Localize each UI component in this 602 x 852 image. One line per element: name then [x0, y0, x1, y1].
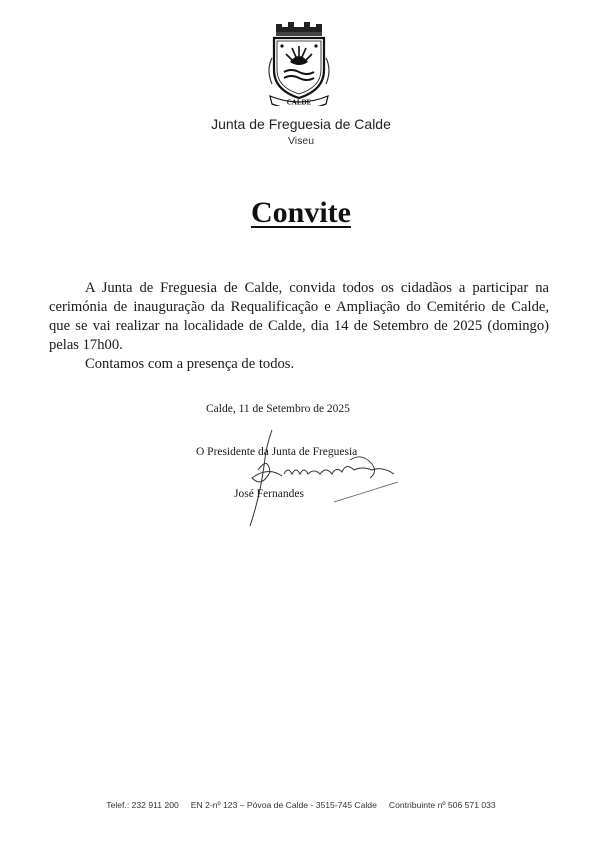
letter-body: [49, 279, 549, 374]
footer-address: EN 2-nº 123 – Póvoa de Calde - 3515-745 Calde: [190, 800, 377, 810]
handwritten-signature: [222, 426, 402, 532]
place-and-date: Calde, 11 de Setembro de 2025: [206, 403, 350, 415]
footer-tax-id: Contribuinte nº 506 571 033: [388, 800, 496, 810]
page-footer: [0, 800, 602, 810]
signer-role: O Presidente da Junta de Freguesia: [196, 446, 358, 458]
signer-name: José Fernandes: [234, 488, 304, 500]
footer-phone: Telef.: 232 911 200: [106, 800, 179, 810]
organization-name: Junta de Freguesia de Calde: [211, 116, 391, 132]
coat-of-arms-icon: [258, 18, 340, 106]
organization-city: Viseu: [287, 135, 315, 147]
body-paragraph-1: A Junta de Freguesia de Calde, convida todos os cidadãos a participar na cerimónia de inauguração da Requalificação e Ampliação do Cemitério de Calde, que se vai realizar na localidade de Calde, dia 14 de Setembro de 2025 (domingo) pelas 17h00.: [49, 280, 549, 353]
crest-motto: CALDE: [286, 98, 312, 106]
body-paragraph-2: Contamos com a presença de todos.: [85, 356, 295, 372]
document-title: Convite: [251, 196, 351, 229]
